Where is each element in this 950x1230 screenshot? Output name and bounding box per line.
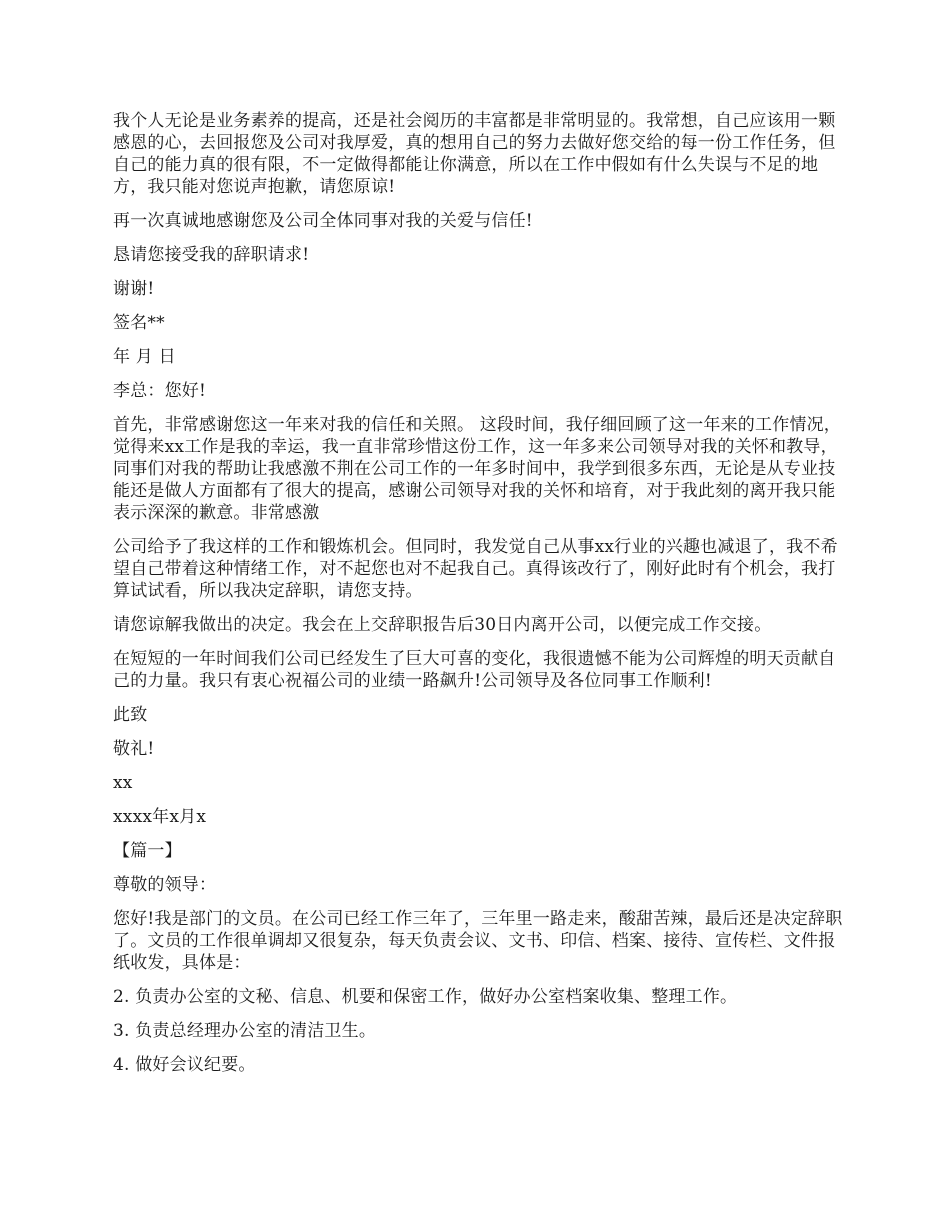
list-item-3: 3. 负责总经理办公室的清洁卫生。: [113, 1021, 377, 1041]
signature-line: 签名**: [113, 313, 165, 333]
salutation: 李总：您好!: [113, 381, 207, 401]
closing-1: 此致: [113, 705, 148, 725]
list-item-2: 2. 负责办公室的文秘、信息、机要和保密工作，做好办公室档案收集、整理工作。: [113, 987, 738, 1007]
paragraph-10: 请您谅解我做出的决定。我会在上交辞职报告后30日内离开公司，以便完成工作交接。: [113, 615, 772, 635]
paragraph-9: 公司给予了我这样的工作和锻炼机会。但同时，我发觉自己从事xx行业的兴趣也减退了，我不希望自己带着这种情绪工作，对不起您也对不起我自己。真得该改行了，刚好此时有个机会，我打算试试看，所以我决定辞职，请您支持。: [113, 537, 838, 601]
paragraph-1: 我个人无论是业务素养的提高，还是社会阅历的丰富都是非常明显的。我常想，自己应该用一颗感恩的心，去回报您及公司对我厚爱，真的想用自己的努力去做好您交给的每一份工作任务，但自己的能力真的很有限，不一定做得都能让你满意，所以在工作中假如有什么失误与不足的地方，我只能对您说声抱歉，请您原谅!: [113, 111, 836, 197]
paragraph-18: 您好!我是部门的文员。在公司已经工作三年了，三年里一路走来，酸甜苦辣，最后还是决定辞职了。文员的工作很单调却又很复杂，每天负责会议、文书、印信、档案、接待、宣传栏、文件报纸收发，具体是：: [113, 909, 843, 973]
list-item-4: 4. 做好会议纪要。: [113, 1055, 256, 1075]
date-line: 年 月 日: [113, 347, 176, 367]
closing-2: 敬礼!: [113, 739, 155, 759]
paragraph-11: 在短短的一年时间我们公司已经发生了巨大可喜的变化，我很遗憾不能为公司辉煌的明天贡献自己的力量。我只有衷心祝福公司的业绩一路飙升!公司领导及各位同事工作顺利!: [113, 649, 836, 691]
paragraph-3: 恳请您接受我的辞职请求!: [113, 245, 310, 265]
sender-date: xxxx年x月x: [113, 807, 207, 827]
sender-name: xx: [113, 773, 133, 793]
salutation-2: 尊敬的领导：: [113, 875, 217, 895]
paragraph-8: 首先，非常感谢您这一年来对我的信任和关照。 这段时间，我仔细回顾了这一年来的工作情况，觉得来xx工作是我的幸运，我一直非常珍惜这份工作，这一年多来公司领导对我的关怀和教导，同事们对我的帮助让我感激不荆在公司工作的一年多时间中，我学到很多东西，无论是从专业技能还是做人方面都有了很大的提高，感谢公司领导对我的关怀和培育，对于我此刻的离开我只能表示深深的歉意。非常感激: [113, 415, 842, 523]
section-heading: 【篇一】: [113, 841, 182, 861]
paragraph-2: 再一次真诚地感谢您及公司全体同事对我的关爱与信任!: [113, 211, 533, 231]
paragraph-4: 谢谢!: [113, 279, 155, 299]
document-page: [113, 110, 843, 1088]
